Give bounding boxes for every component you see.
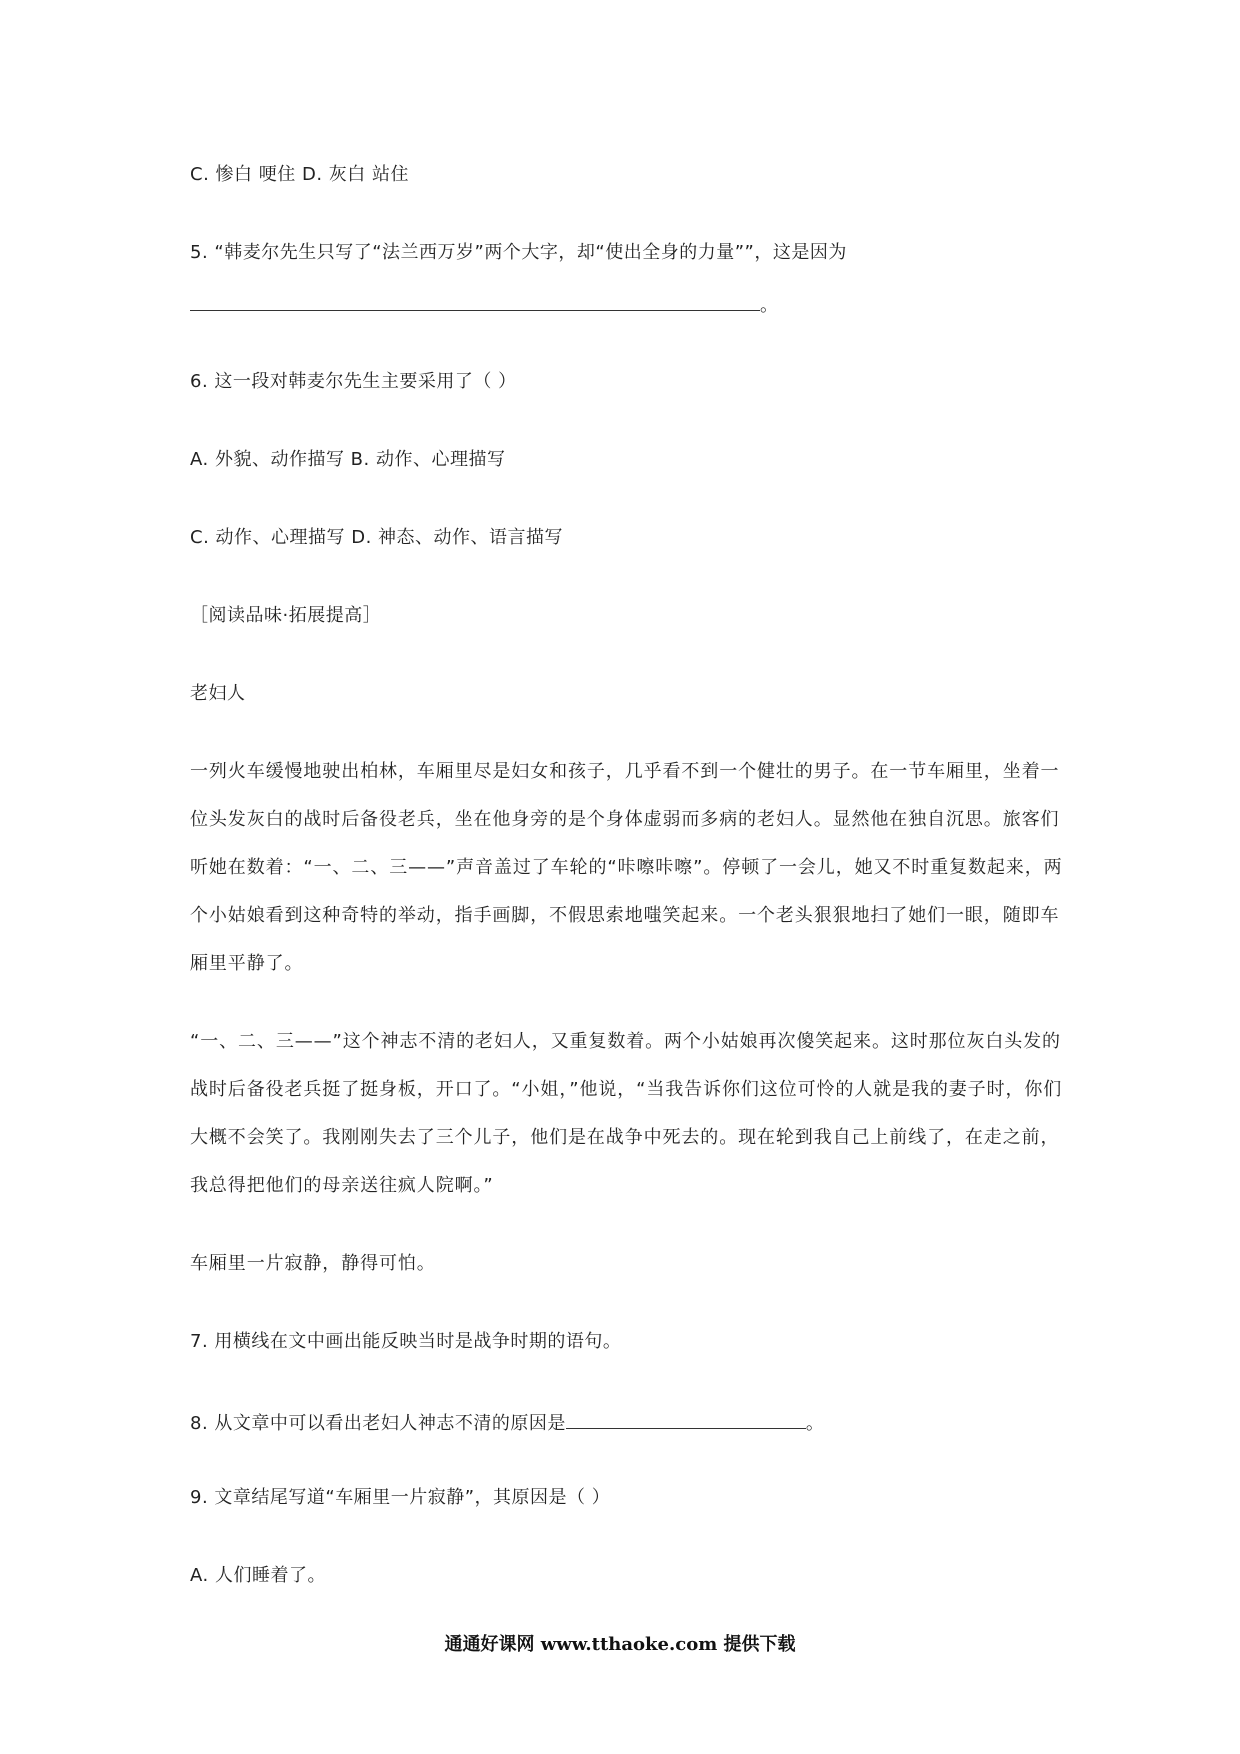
q9-text: 9. 文章结尾写道“车厢里一片寂静”，其原因是（ ） <box>190 1487 611 1508</box>
story-paragraph-3: 车厢里一片寂静，静得可怕。 <box>190 1253 436 1274</box>
q8-line <box>190 1408 824 1436</box>
q4-options-cd: C. 惨白 哽住 D. 灰白 站住 <box>190 164 409 185</box>
q6-options-ab: A. 外貌、动作描写 B. 动作、心理描写 <box>190 449 506 470</box>
story-title: 老妇人 <box>190 683 246 704</box>
q5-answer-blank <box>190 290 760 311</box>
q5-end-punct: 。 <box>760 295 779 316</box>
story-paragraph-1: 一列火车缓慢地驶出柏林，车厢里尽是妇女和孩子，几乎看不到一个健壮的男子。在一节车厢里，坐着一位头发灰白的战时后备役老兵，坐在他身旁的是个身体虚弱而多病的老妇人。显然他在独自沉思。旅客们听她在数着：“一、二、三——”声音盖过了车轮的“咔嚓咔嚓”。停顿了一会儿，她又不时重复数起来，两个小姑娘看到这种奇特的举动，指手画脚，不假思索地嗤笑起来。一个老头狠狠地扫了她们一眼，随即车厢里平静了。 <box>190 761 1063 974</box>
section-heading: ［阅读品味·拓展提高］ <box>190 605 382 626</box>
q8-text: 8. 从文章中可以看出老妇人神志不清的原因是 <box>190 1413 566 1434</box>
q5-answer-line <box>190 290 779 318</box>
q5-text: 5. “韩麦尔先生只写了“法兰西万岁”两个大字，却“使出全身的力量””，这是因为 <box>190 242 847 263</box>
story-paragraph-2: “一、二、三——”这个神志不清的老妇人，又重复数着。两个小姑娘再次傻笑起来。这时那位灰白头发的战时后备役老兵挺了挺身板，开口了。“小姐，”他说，“当我告诉你们这位可怜的人就是我的妻子时，你们大概不会笑了。我刚刚失去了三个儿子，他们是在战争中死去的。现在轮到我自己上前线了，在走之前，我总得把他们的母亲送往疯人院啊。” <box>190 1031 1063 1196</box>
q7-text: 7. 用横线在文中画出能反映当时是战争时期的语句。 <box>190 1331 622 1352</box>
q6-text: 6. 这一段对韩麦尔先生主要采用了（ ） <box>190 371 517 392</box>
q8-answer-blank <box>566 1408 806 1429</box>
q6-options-cd: C. 动作、心理描写 D. 神态、动作、语言描写 <box>190 527 564 548</box>
q8-end-punct: 。 <box>805 1413 825 1434</box>
footer-credit: 通通好课网 www.tthaoke.com 提供下载 <box>444 1634 796 1655</box>
q9-option-a: A. 人们睡着了。 <box>190 1565 326 1586</box>
